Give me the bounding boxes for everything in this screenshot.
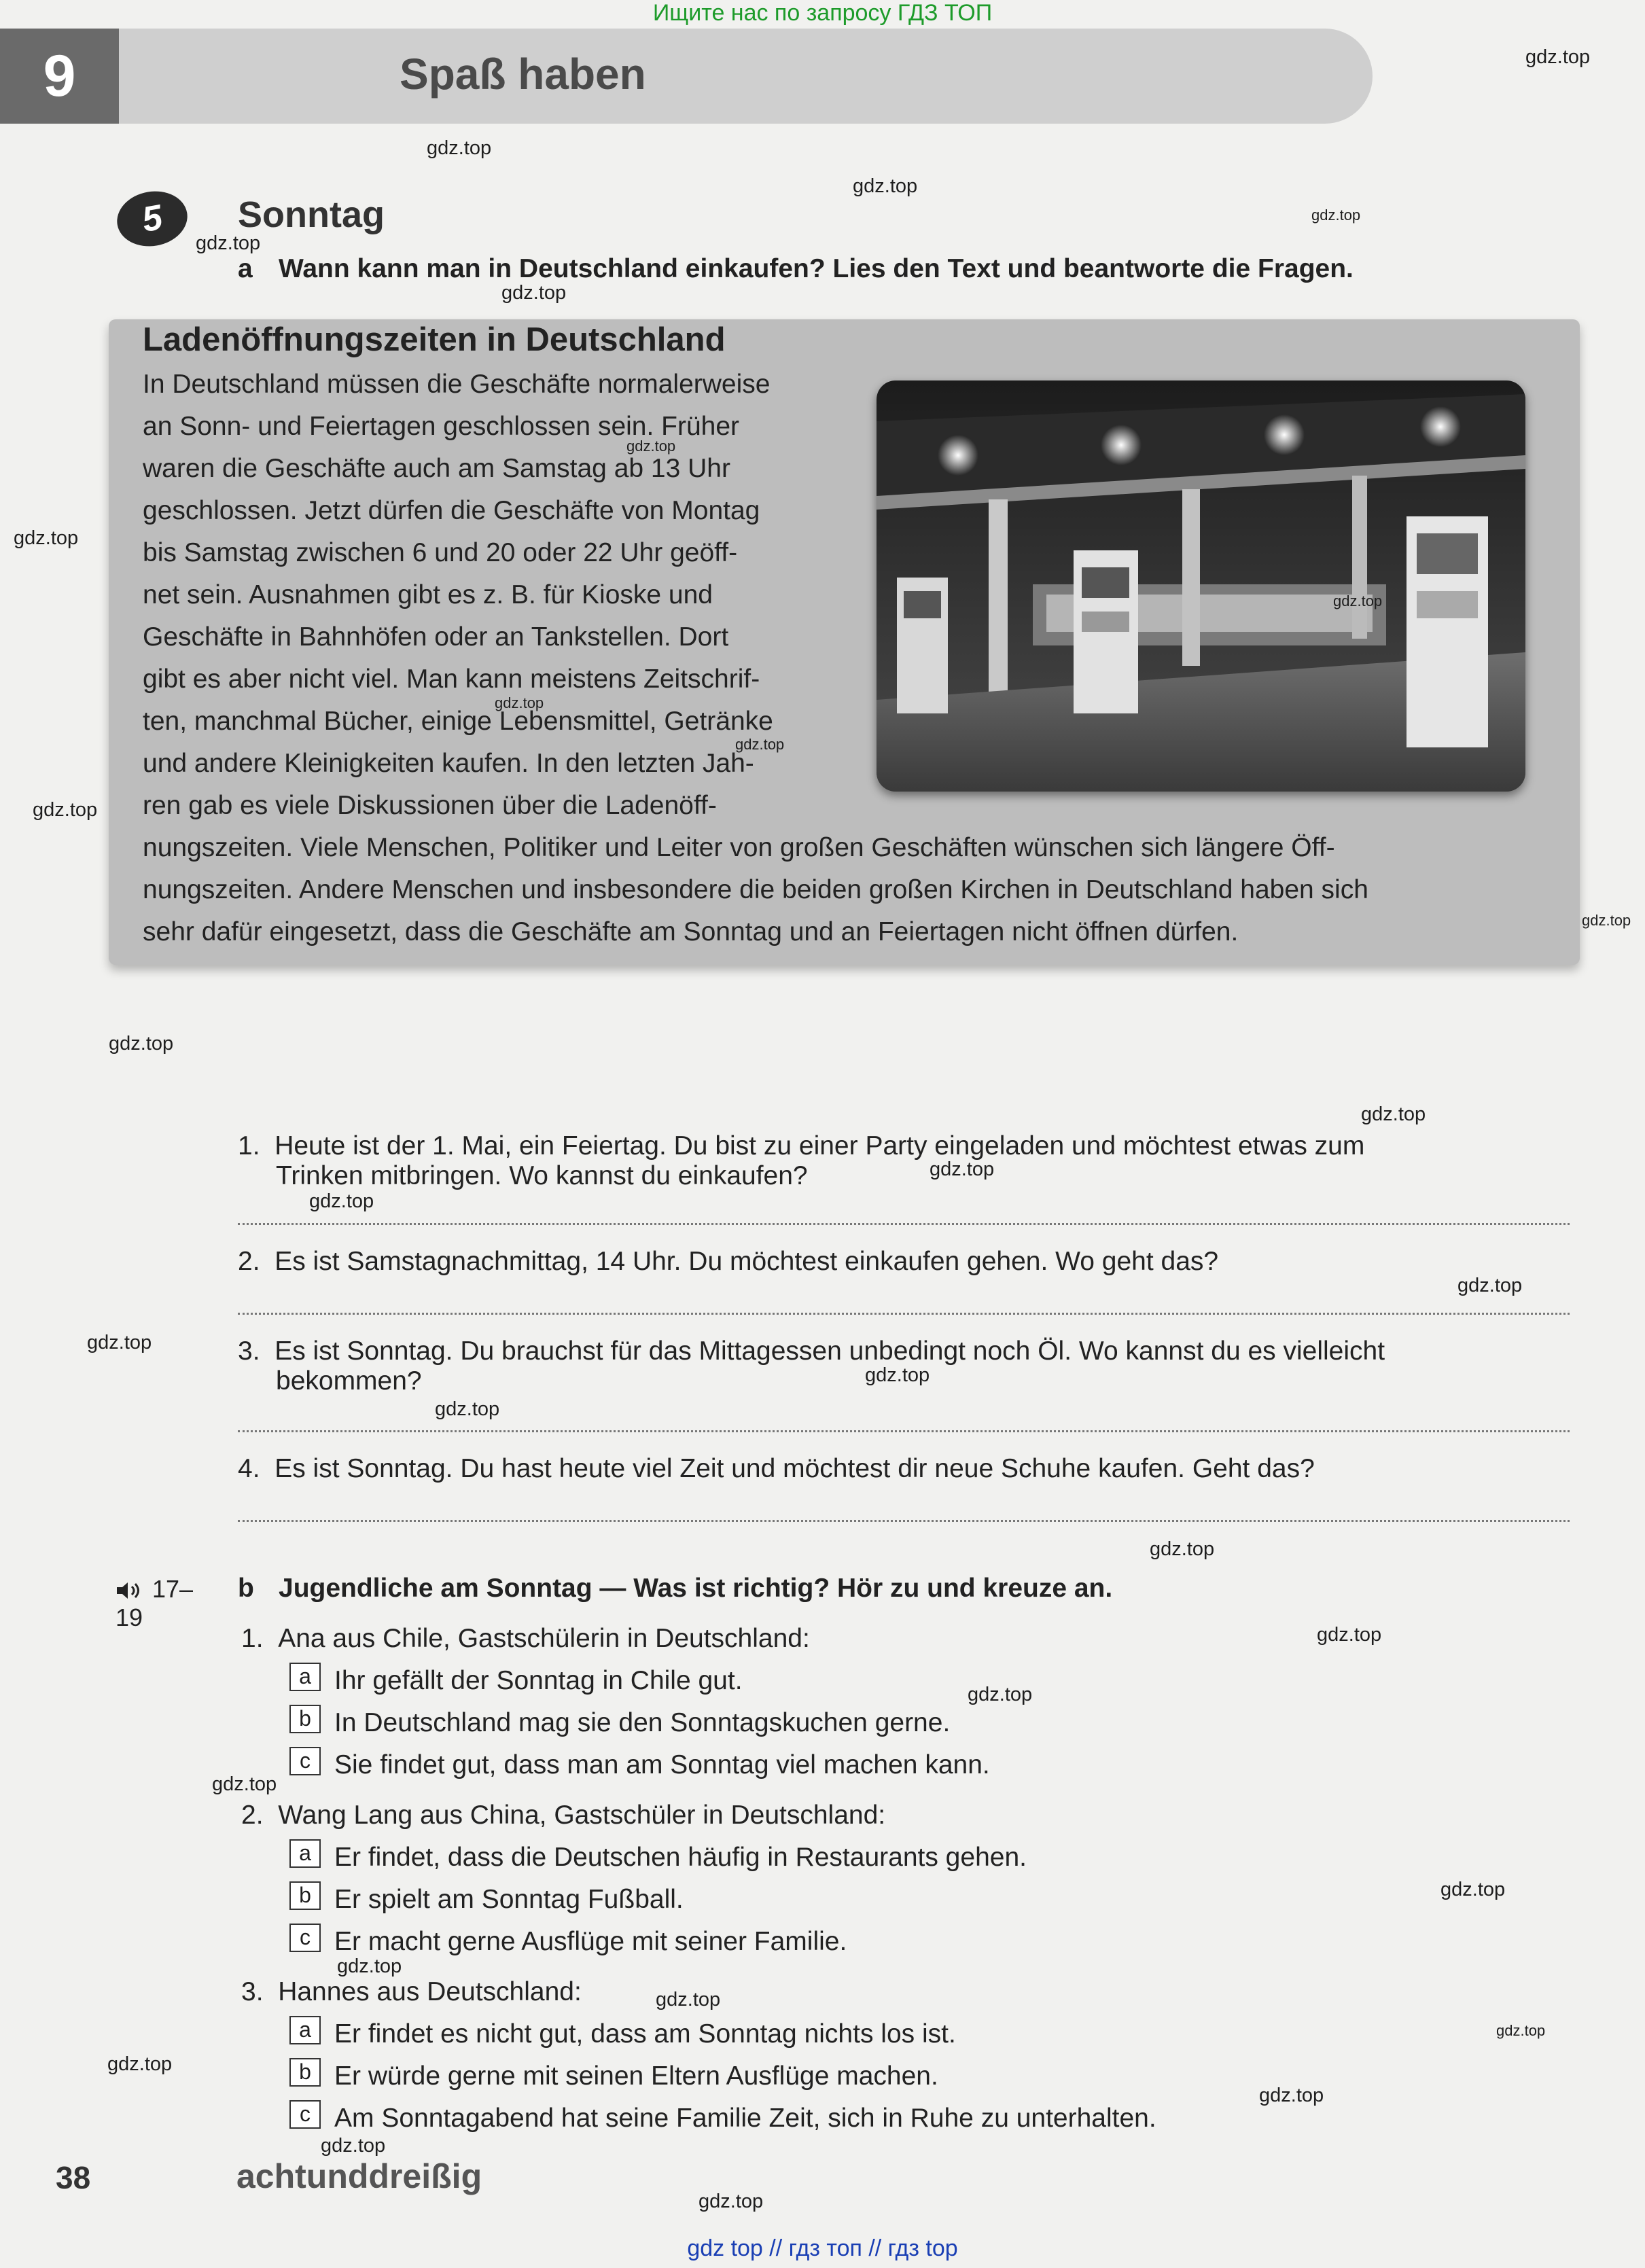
text-line: net sein. Ausnahmen gibt es z. B. für Kioske und — [143, 580, 713, 609]
watermark: gdz.top — [865, 1364, 930, 1386]
watermark: gdz.top — [656, 1989, 721, 2010]
chapter-header-band — [0, 29, 1373, 124]
watermark: gdz.top — [1317, 1624, 1382, 1646]
text-line: ten, manchmal Bücher, einige Lebensmittel, Getränke — [143, 707, 773, 736]
question-number: 3. — [238, 1336, 260, 1366]
task-a-letter: a — [238, 254, 253, 283]
group-person: Hannes aus Deutschland: — [278, 1977, 582, 2006]
group-person: Ana aus Chile, Gastschülerin in Deutschland: — [278, 1624, 810, 1653]
watermark: gdz.top — [33, 799, 98, 821]
watermark: gdz.top — [1582, 912, 1631, 929]
watermark: gdz.top — [435, 1398, 500, 1420]
reading-text-title: Ladenöffnungszeiten in Deutschland — [143, 321, 726, 358]
question-number: 4. — [238, 1454, 260, 1483]
watermark: gdz.top — [495, 694, 544, 711]
group-number: 1. — [241, 1624, 264, 1653]
watermark: gdz.top — [212, 1773, 277, 1795]
checkbox-1b[interactable]: b — [289, 1705, 321, 1733]
task-b-letter: b — [238, 1574, 254, 1603]
group-2-header — [241, 1801, 885, 1830]
question-4 — [238, 1454, 1570, 1484]
checkbox-2c[interactable]: c — [289, 1924, 321, 1952]
question-text: Es ist Sonntag. Du brauchst für das Mittagessen unbedingt noch Öl. Wo kannst du es vielleicht — [275, 1336, 1385, 1366]
watermark: gdz.top — [698, 2191, 764, 2212]
text-line: geschlossen. Jetzt dürfen die Geschäfte von Montag — [143, 496, 760, 525]
group-number: 3. — [241, 1977, 264, 2006]
group-person: Wang Lang aus China, Gastschüler in Deutschland: — [278, 1801, 886, 1830]
text-line: an Sonn- und Feiertagen geschlossen sein. Früher — [143, 412, 740, 441]
track-range-end: 19 — [116, 1603, 143, 1631]
watermark: gdz.top — [109, 1033, 174, 1055]
watermark: gdz.top — [321, 2135, 386, 2157]
watermark: gdz.top — [501, 282, 567, 304]
exercise-title: Sonntag — [238, 194, 385, 235]
speaker-icon — [116, 1575, 152, 1603]
watermark: gdz.top — [1457, 1275, 1523, 1296]
watermark: gdz.top — [735, 736, 785, 753]
audio-track-label[interactable] — [116, 1575, 193, 1632]
watermark: gdz.top — [626, 438, 676, 455]
watermark: gdz.top — [87, 1332, 152, 1353]
question-number: 2. — [238, 1247, 260, 1276]
checkbox-3a[interactable]: a — [289, 2016, 321, 2044]
watermark: gdz.top — [1361, 1103, 1426, 1125]
option-text: Er macht gerne Ausflüge mit seiner Familie. — [334, 1927, 847, 1956]
answer-line-2[interactable] — [238, 1313, 1570, 1315]
question-number: 1. — [238, 1131, 260, 1160]
option-text: Am Sonntagabend hat seine Familie Zeit, sich in Ruhe zu unterhalten. — [334, 2104, 1156, 2133]
text-line: nungszeiten. Andere Menschen und insbesondere die beiden großen Kirchen in Deutschland haben sich — [143, 875, 1368, 904]
question-text: Es ist Sonntag. Du hast heute viel Zeit und möchtest dir neue Schuhe kaufen. Geht das? — [275, 1454, 1315, 1483]
answer-line-3[interactable] — [238, 1430, 1570, 1432]
watermark: gdz.top — [337, 1955, 402, 1977]
watermark: gdz.top — [1311, 207, 1361, 224]
task-b-instruction: Jugendliche am Sonntag — Was ist richtig? Hör zu und kreuze an. — [279, 1574, 1113, 1603]
watermark: gdz.top — [1150, 1538, 1215, 1560]
option-text: Er findet es nicht gut, dass am Sonntag nichts los ist. — [334, 2019, 956, 2049]
checkbox-1c[interactable]: c — [289, 1747, 321, 1775]
top-search-note: Ищите нас по запросу ГДЗ ТОП — [652, 0, 993, 26]
watermark: gdz.top — [853, 175, 918, 197]
chapter-number: 9 — [0, 29, 119, 124]
text-line: und andere Kleinigkeiten kaufen. In den letzten Jah- — [143, 749, 754, 778]
checkbox-3c[interactable]: c — [289, 2100, 321, 2129]
exercise-number-badge: 5 — [113, 186, 192, 252]
answer-line-1[interactable] — [238, 1223, 1570, 1225]
watermark: gdz.top — [196, 232, 261, 254]
page-number-word: achtunddreißig — [236, 2157, 482, 2195]
group-3-header — [241, 1977, 582, 2007]
gas-station-photo — [877, 380, 1525, 792]
watermark: gdz.top — [309, 1190, 374, 1212]
text-line: bis Samstag zwischen 6 und 20 oder 22 Uhr geöff- — [143, 538, 738, 567]
watermark: gdz.top — [1440, 1879, 1506, 1900]
text-line: sehr dafür eingesetzt, dass die Geschäfte am Sonntag und an Feiertagen nicht öffnen dürfen. — [143, 917, 1239, 946]
track-range-start: 17– — [152, 1575, 194, 1603]
text-line: nungszeiten. Viele Menschen, Politiker und Leiter von großen Geschäften wünschen sich längere Öff- — [143, 833, 1335, 862]
question-text: Heute ist der 1. Mai, ein Feiertag. Du bist zu einer Party eingeladen und möchtest etwas zum — [275, 1131, 1365, 1160]
group-1-header — [241, 1624, 810, 1654]
group-number: 2. — [241, 1801, 264, 1830]
bottom-site-note: gdz top // гдз топ // гдз top — [687, 2235, 958, 2261]
option-text: Er findet, dass die Deutschen häufig in Restaurants gehen. — [334, 1843, 1027, 1872]
task-a-instruction: Wann kann man in Deutschland einkaufen? Lies den Text und beantworte die Fragen. — [279, 254, 1354, 283]
watermark: gdz.top — [427, 137, 492, 159]
checkbox-2a[interactable]: a — [289, 1839, 321, 1868]
text-line: Geschäfte in Bahnhöfen oder an Tankstellen. Dort — [143, 622, 729, 652]
question-text: Es ist Samstagnachmittag, 14 Uhr. Du möchtest einkaufen gehen. Wo geht das? — [275, 1247, 1219, 1276]
watermark: gdz.top — [1333, 592, 1383, 609]
option-text: Er würde gerne mit seinen Eltern Ausflüge machen. — [334, 2061, 938, 2091]
watermark: gdz.top — [14, 527, 79, 549]
watermark: gdz.top — [930, 1158, 995, 1180]
text-line: waren die Geschäfte auch am Samstag ab 13 Uhr — [143, 454, 730, 483]
page-number: 38 — [56, 2160, 91, 2195]
watermark: gdz.top — [1496, 2022, 1546, 2039]
option-text: Er spielt am Sonntag Fußball. — [334, 1885, 684, 1914]
watermark: gdz.top — [1525, 46, 1591, 68]
question-text-cont: bekommen? — [276, 1366, 422, 1396]
watermark: gdz.top — [107, 2053, 173, 2075]
text-line: In Deutschland müssen die Geschäfte normalerweise — [143, 370, 771, 399]
checkbox-3b[interactable]: b — [289, 2058, 321, 2087]
question-text-cont: Trinken mitbringen. Wo kannst du einkaufen? — [276, 1161, 808, 1190]
checkbox-2b[interactable]: b — [289, 1881, 321, 1910]
option-text: In Deutschland mag sie den Sonntagskuchen gerne. — [334, 1708, 951, 1737]
text-line: gibt es aber nicht viel. Man kann meistens Zeitschrif- — [143, 665, 760, 694]
question-1 — [238, 1131, 1570, 1191]
option-text: Sie findet gut, dass man am Sonntag viel machen kann. — [334, 1750, 990, 1779]
answer-line-4[interactable] — [238, 1520, 1570, 1522]
watermark: gdz.top — [1259, 2085, 1324, 2106]
checkbox-1a[interactable]: a — [289, 1663, 321, 1691]
text-line: ren gab es viele Diskussionen über die Ladenöff- — [143, 791, 717, 820]
question-2 — [238, 1247, 1570, 1277]
option-text: Ihr gefällt der Sonntag in Chile gut. — [334, 1666, 743, 1695]
chapter-title: Spaß haben — [400, 50, 646, 99]
watermark: gdz.top — [968, 1684, 1033, 1705]
